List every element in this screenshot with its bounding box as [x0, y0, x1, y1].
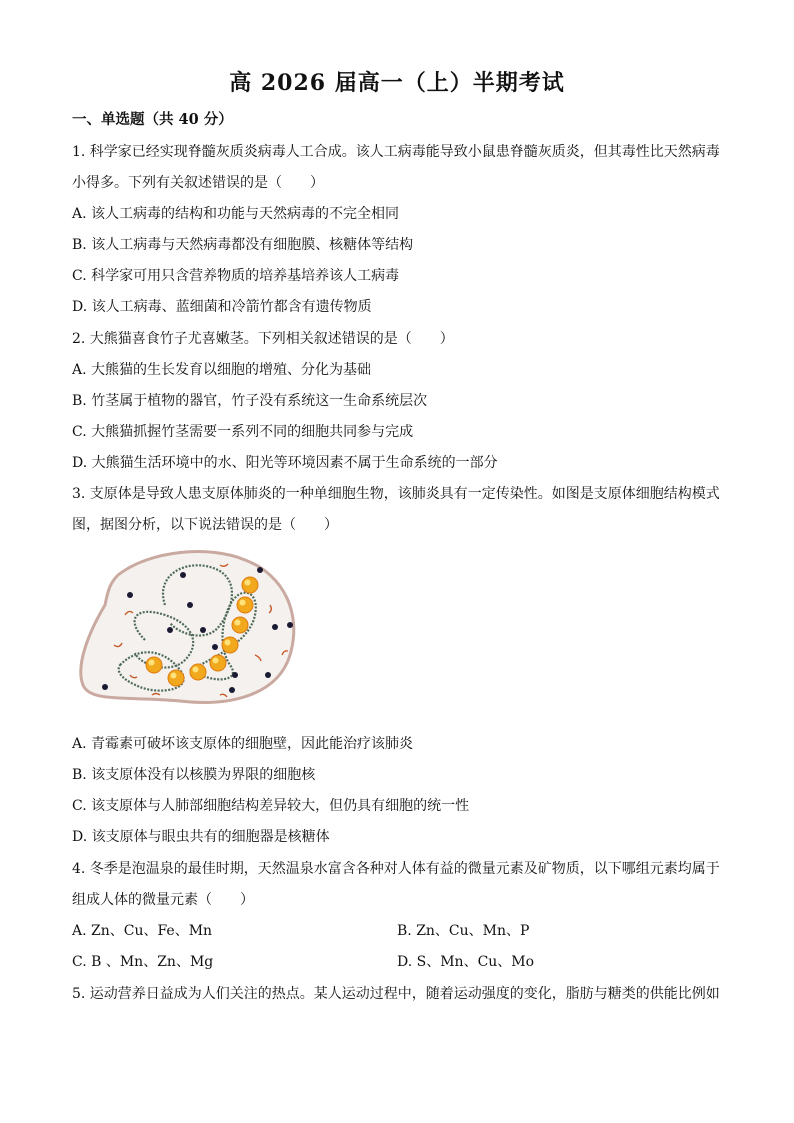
particle-13 [212, 644, 218, 650]
q3-option-c: C. 该支原体与人肺部细胞结构差异较大，但仍具有细胞的统一性 [72, 798, 470, 814]
cell-membrane [81, 552, 294, 703]
ribosome-4 [222, 637, 238, 653]
ribosome-highlight-4 [225, 640, 231, 646]
q4-stem-line2: 组成人体的微量元素（ ） [72, 892, 254, 908]
q1-stem-line2: 小得多。下列有关叙述错误的是（ ） [72, 175, 324, 191]
ribosome-8 [146, 657, 162, 673]
particle-1 [180, 572, 186, 578]
q1-option-d: D. 该人工病毒、蓝细菌和冷箭竹都含有遗传物质 [72, 299, 372, 315]
particle-9 [265, 672, 271, 678]
ribosome-1 [242, 577, 258, 593]
particle-2 [257, 567, 263, 573]
ribosome-highlight-3 [235, 620, 241, 626]
particle-6 [167, 627, 173, 633]
page-title: 高 2026 届高一（上）半期考试 [229, 70, 565, 96]
ribosome-highlight-8 [149, 660, 155, 666]
q4-option-c: C. B 、Mn、Zn、Mg [72, 954, 214, 970]
q2-stem-line1: 2. 大熊猫喜食竹子尤喜嫩茎。下列相关叙述错误的是（ ） [72, 331, 454, 347]
ribosome-7 [168, 670, 184, 686]
particle-5 [187, 602, 193, 608]
ribosome-highlight-7 [171, 673, 177, 679]
ribosome-highlight-1 [245, 580, 251, 586]
q4-option-a: A. Zn、Cu、Fe、Mn [72, 923, 213, 939]
particle-4 [287, 622, 293, 628]
particle-11 [229, 687, 235, 693]
q2-option-b: B. 竹茎属于植物的器官，竹子没有系统这一生命系统层次 [72, 393, 428, 409]
q3-stem-line1: 3. 支原体是导致人患支原体肺炎的一种单细胞生物，该肺炎具有一定传染性。如图是支原体细胞结构模式 [72, 486, 720, 502]
q2-option-c: C. 大熊猫抓握竹茎需要一系列不同的细胞共同参与完成 [72, 424, 414, 440]
particle-7 [200, 627, 206, 633]
q1-option-b: B. 该人工病毒与天然病毒都没有细胞膜、核糖体等结构 [72, 237, 414, 253]
q3-stem-line2: 图，据图分析，以下说法错误的是（ ） [72, 517, 338, 533]
q3-option-a: A. 青霉素可破坏该支原体的细胞壁，因此能治疗该肺炎 [72, 736, 414, 752]
particle-3 [272, 624, 278, 630]
q1-option-a: A. 该人工病毒的结构和功能与天然病毒的不完全相同 [72, 206, 400, 222]
q4-stem-line1: 4. 冬季是泡温泉的最佳时期，天然温泉水富含各种对人体有益的微量元素及矿物质，以下哪组元素均属于 [72, 861, 720, 877]
q2-option-d: D. 大熊猫生活环境中的水、阳光等环境因素不属于生命系统的一部分 [72, 455, 498, 471]
ribosome-2 [237, 597, 253, 613]
ribosome-highlight-6 [193, 667, 199, 673]
particle-12 [127, 592, 133, 598]
q4-option-b: B. Zn、Cu、Mn、P [397, 923, 530, 939]
ribosome-5 [210, 655, 226, 671]
ribosome-highlight-2 [240, 600, 246, 606]
q3-option-b: B. 该支原体没有以核膜为界限的细胞核 [72, 767, 316, 783]
q3-option-d: D. 该支原体与眼虫共有的细胞器是核糖体 [72, 829, 330, 845]
mycoplasma-diagram [70, 545, 305, 715]
section-heading: 一、单选题（共 40 分） [72, 111, 233, 128]
q1-option-c: C. 科学家可用只含营养物质的培养基培养该人工病毒 [72, 268, 400, 284]
particle-8 [232, 672, 238, 678]
mycoplasma-cell-icon [70, 545, 305, 715]
ribosome-highlight-5 [213, 658, 219, 664]
particle-10 [102, 684, 108, 690]
q5-stem-line1: 5. 运动营养日益成为人们关注的热点。某人运动过程中，随着运动强度的变化，脂肪与糖类的供能比例如 [72, 986, 720, 1002]
q1-stem-line1: 1. 科学家已经实现脊髓灰质炎病毒人工合成。该人工病毒能导致小鼠患脊髓灰质炎，但其毒性比天然病毒 [72, 144, 720, 160]
ribosome-6 [190, 664, 206, 680]
ribosome-3 [232, 617, 248, 633]
q4-option-d: D. S、Mn、Cu、Mo [397, 954, 535, 970]
q2-option-a: A. 大熊猫的生长发育以细胞的增殖、分化为基础 [72, 362, 372, 378]
